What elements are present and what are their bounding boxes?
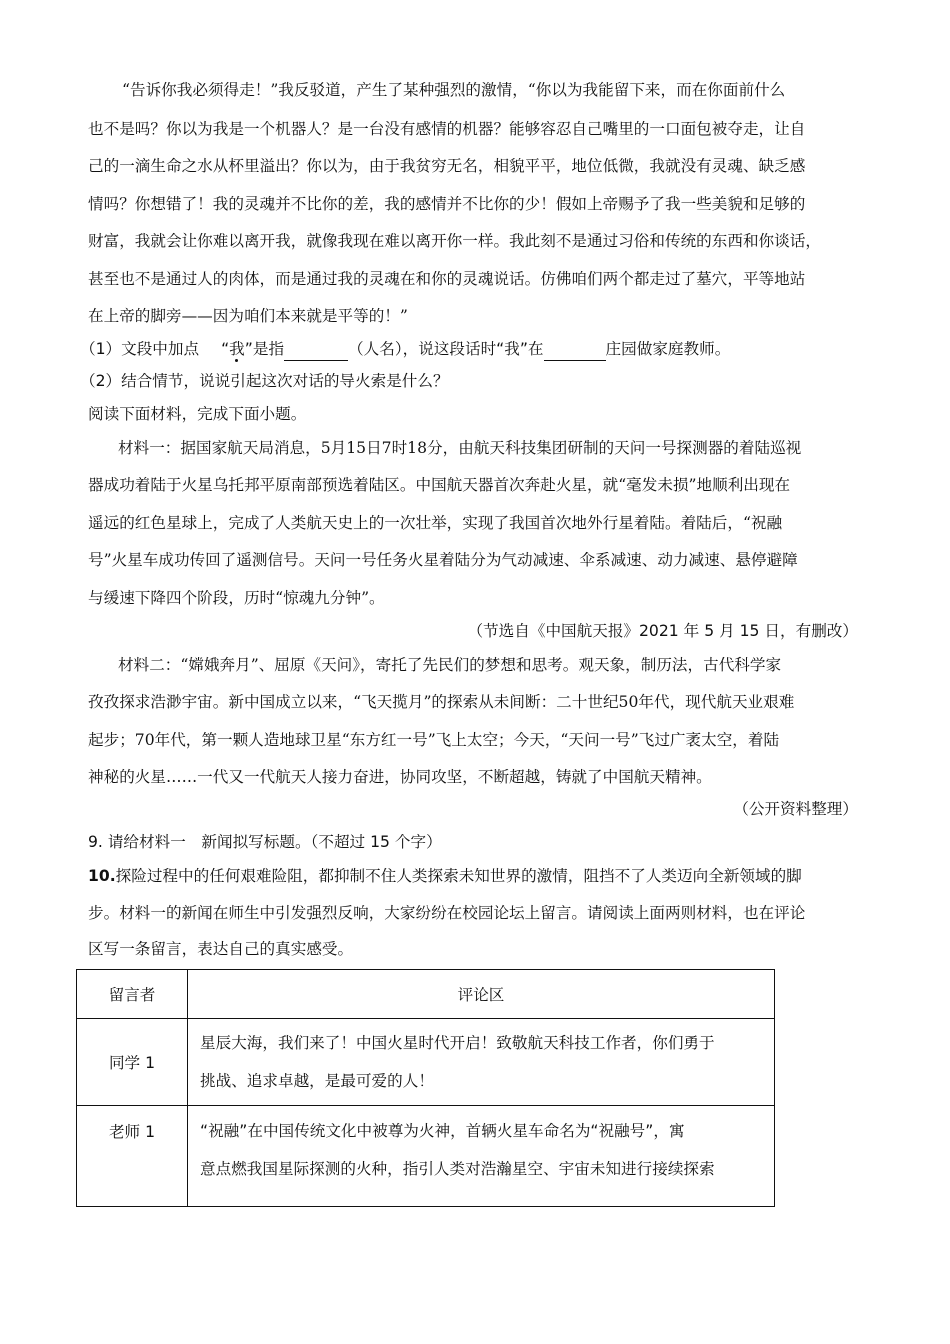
material-1-source: （节选自《中国航天报》2021 年 5 月 15 日，有删改） [467, 622, 858, 640]
question-10-number: 10. [88, 867, 116, 885]
table-row [77, 1019, 775, 1106]
dotted-word: “我” [221, 340, 253, 358]
passage-line: 也不是吗？你以为我是一个机器人？是一台没有感情的机器？能够容忍自己嘴里的一口面包被夺走，让自 [88, 120, 806, 138]
passage-line: 情吗？你想错了！我的灵魂并不比你的差，我的感情并不比你的少！假如上帝赐予了我一些美貌和足够的 [88, 195, 806, 213]
question-1-prefix: （1）文段中加点 [80, 340, 200, 358]
table-header-row [77, 970, 775, 1019]
material-2-line: 神秘的火星……一代又一代航天人接力奋进，协同攻坚，不断超越，铸就了中国航天精神。 [88, 768, 712, 786]
material-2-line: 材料二：“嫦娥奔月”、屈原《天问》，寄托了先民们的梦想和思考。观天象，制历法，古代科学家 [118, 656, 782, 674]
material-1-line: 遥远的红色星球上，完成了人类航天史上的一次壮举，实现了我国首次地外行星着陆。着陆后，“祝融 [88, 514, 783, 532]
material-2-source: （公开资料整理） [733, 800, 858, 818]
material-1-line: 与缓速下降四个阶段，历时“惊魂九分钟”。 [88, 589, 385, 607]
question-10-text: 探险过程中的任何艰难险阻，都抑制不住人类探索未知世界的激情，阻挡不了人类迈向全新领域的脚 [115, 867, 802, 885]
passage-line: “告诉你我必须得走！”我反驳道，产生了某种强烈的激情，“你以为我能留下来，而在你面前什么 [122, 81, 786, 99]
comment-cell [188, 1019, 775, 1106]
question-1-text: 是指 [252, 340, 285, 358]
comment-line: 意点燃我国星际探测的火种，指引人类对浩瀚星空、宇宙未知进行接续探索 [200, 1160, 715, 1178]
passage-line: 财富，我就会让你难以离开我，就像我现在难以离开你一样。我此刻不是通过习俗和传统的东西和你谈话， [88, 232, 821, 250]
comment-table [76, 969, 775, 1207]
passage-line: 甚至也不是通过人的肉体，而是通过我的灵魂在和你的灵魂说话。仿佛咱们两个都走过了墓穴，平等地站 [88, 270, 806, 288]
material-2-line: 孜孜探求浩渺宇宙。新中国成立以来，“飞天揽月”的探索从未间断：二十世纪50年代，现代航天业艰难 [88, 693, 795, 711]
answer-blank-manor[interactable] [544, 343, 606, 361]
comment-line: 挑战、追求卓越，是最可爱的人！ [200, 1072, 434, 1090]
material-1-line: 材料一：据国家航天局消息，5月15日7时18分，由航天科技集团研制的天问一号探测器的着陆巡视 [118, 439, 802, 457]
comment-line: “祝融”在中国传统文化中被尊为火神，首辆火星车命名为“祝融号”，寓 [200, 1122, 685, 1140]
passage-line: 在上帝的脚旁——因为咱们本来就是平等的！” [88, 307, 408, 325]
header-comments: 评论区 [188, 970, 775, 1019]
question-10-line: 步。材料一的新闻在师生中引发强烈反响，大家纷纷在校园论坛上留言。请阅读上面两则材料，也在评论 [88, 904, 806, 922]
question-1-text: （人名），说这段话时“我”在 [348, 340, 544, 358]
commenter-cell: 同学 1 [77, 1019, 188, 1106]
header-commenter: 留言者 [77, 970, 188, 1019]
comment-cell [188, 1106, 775, 1207]
passage-line: 己的一滴生命之水从杯里溢出？你以为，由于我贫穷无名，相貌平平，地位低微，我就没有灵魂、缺乏感 [88, 157, 806, 175]
question-10-line: 区写一条留言，表达自己的真实感受。 [88, 940, 354, 958]
question-1-suffix: 庄园做家庭教师。 [605, 340, 731, 358]
comment-line: 星辰大海，我们来了！中国火星时代开启！致敬航天科技工作者，你们勇于 [200, 1034, 715, 1052]
table-row [77, 1106, 775, 1207]
question-9: 9. 请给材料一 新闻拟写标题。（不超过 15 个字） [88, 833, 442, 851]
question-1 [80, 337, 730, 361]
answer-blank-name[interactable] [284, 343, 348, 361]
material-1-line: 号”火星车成功传回了遥测信号。天问一号任务火星着陆分为气动减速、伞系减速、动力减速、悬停避障 [88, 551, 798, 569]
material-2-line: 起步；70年代，第一颗人造地球卫星“东方红一号”飞上太空；今天，“天问一号”飞过广袤太空，着陆 [88, 731, 780, 749]
commenter-cell: 老师 1 [77, 1106, 188, 1207]
reading-instruction: 阅读下面材料，完成下面小题。 [88, 405, 307, 423]
material-1-line: 器成功着陆于火星乌托邦平原南部预选着陆区。中国航天器首次奔赴火星，就“毫发未损”地顺利出现在 [88, 476, 791, 494]
question-10-line [88, 864, 802, 888]
question-2: （2）结合情节，说说引起这次对话的导火索是什么？ [80, 372, 449, 390]
